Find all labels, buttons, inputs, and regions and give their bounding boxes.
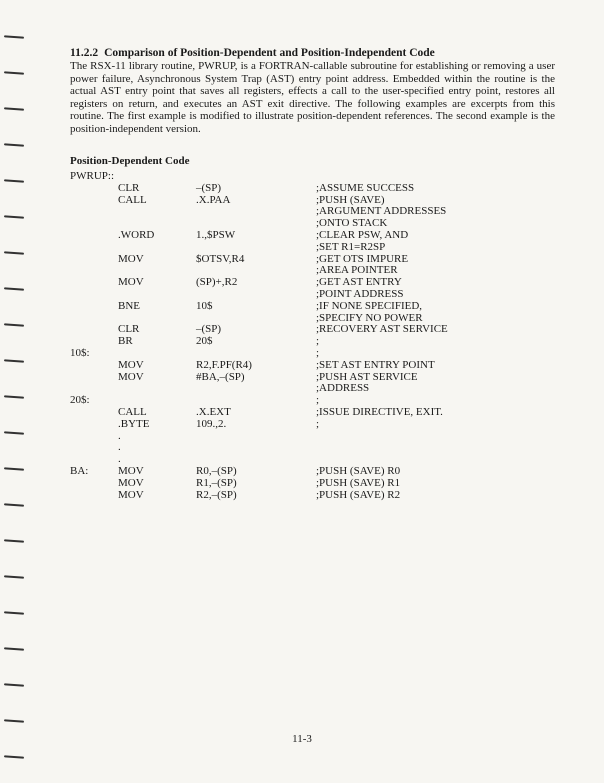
section-title: Comparison of Position-Dependent and Position-Independent Code	[104, 47, 435, 59]
binder-mark	[4, 215, 24, 218]
code-comment: ;GET AST ENTRY	[316, 276, 402, 289]
code-operand: R1,–(SP)	[196, 476, 237, 489]
code-operand: .X.PAA	[196, 193, 231, 206]
code-line	[70, 348, 560, 360]
code-operand: R2,F.PF(R4)	[196, 358, 252, 371]
code-opcode: MOV	[118, 358, 144, 371]
code-opcode: CLR	[118, 181, 140, 194]
binder-mark	[4, 323, 24, 326]
code-opcode: .WORD	[118, 228, 155, 241]
code-opcode: MOV	[118, 252, 144, 265]
binder-mark	[4, 431, 24, 434]
binder-mark	[4, 71, 24, 74]
code-line	[70, 324, 560, 336]
binder-mark	[4, 107, 24, 110]
binder-mark	[4, 611, 24, 614]
binder-mark	[4, 539, 24, 542]
code-comment: ;ONTO STACK	[316, 217, 388, 230]
binder-hole-marks	[0, 0, 30, 783]
code-comment: ;ADDRESS	[316, 382, 370, 395]
code-operand: 10$	[196, 299, 213, 312]
code-operand: 1.,$PSW	[196, 228, 236, 241]
intro-paragraph: The RSX-11 library routine, PWRUP, is a FORTRAN-callable subroutine for establishing or removing a user power failure, Asynchronous System Trap (AST) entry point address. Embedded within the routine is the actual AST entry point that saves all registers, effects a call to the user-specified entry point, restores all registers on return, and executes an AST exit directive. The following examples are excerpts from this routine. The first example is modified to illustrate position-dependent references. The second example is the position-independent version.	[70, 60, 555, 135]
code-opcode: BNE	[118, 299, 140, 312]
code-line	[70, 360, 560, 372]
code-subheading: Position-Dependent Code	[70, 154, 190, 167]
binder-mark	[4, 683, 24, 686]
code-comment: ;GET OTS IMPURE	[316, 252, 409, 265]
code-opcode: .	[118, 441, 121, 454]
code-opcode: BR	[118, 335, 133, 348]
code-line	[70, 183, 560, 195]
code-label: 10$:	[70, 346, 90, 359]
code-label: BA:	[70, 464, 89, 477]
binder-mark	[4, 359, 24, 362]
code-line	[70, 431, 560, 443]
code-comment: ;PUSH AST SERVICE	[316, 370, 418, 383]
code-line	[70, 466, 560, 478]
code-comment: ;SET R1=R2SP	[316, 240, 386, 253]
code-line	[70, 171, 560, 183]
binder-mark	[4, 395, 24, 398]
code-line	[70, 289, 560, 301]
code-line	[70, 419, 560, 431]
code-line	[70, 372, 560, 384]
code-label: 20$:	[70, 394, 90, 407]
binder-mark	[4, 143, 24, 146]
code-opcode: MOV	[118, 370, 144, 383]
code-opcode: MOV	[118, 476, 144, 489]
section-text	[70, 46, 555, 168]
code-line	[70, 407, 560, 419]
binder-mark	[4, 719, 24, 722]
code-opcode: CALL	[118, 193, 147, 206]
code-comment: ;PUSH (SAVE)	[316, 193, 385, 206]
code-opcode: CLR	[118, 323, 140, 336]
code-opcode: MOV	[118, 464, 144, 477]
code-comment: ;ARGUMENT ADDRESSES	[316, 205, 447, 218]
binder-mark	[4, 287, 24, 290]
code-operand: R0,–(SP)	[196, 464, 237, 477]
code-operand: #BA,–(SP)	[196, 370, 245, 383]
binder-mark	[4, 647, 24, 650]
code-opcode: .BYTE	[118, 417, 150, 430]
code-comment: ;AREA POINTER	[316, 264, 398, 277]
code-line	[70, 490, 560, 502]
code-operand: (SP)+,R2	[196, 276, 238, 289]
code-label: PWRUP::	[70, 170, 115, 182]
code-comment: ;IF NONE SPECIFIED,	[316, 299, 423, 312]
section-heading	[70, 46, 555, 60]
code-line	[70, 242, 560, 254]
code-operand: –(SP)	[196, 323, 222, 336]
binder-mark	[4, 755, 24, 758]
code-opcode: MOV	[118, 276, 144, 289]
code-operand: –(SP)	[196, 181, 222, 194]
code-opcode: .	[118, 453, 121, 466]
code-comment: ;	[316, 394, 320, 407]
code-line	[70, 383, 560, 395]
code-line	[70, 254, 560, 266]
code-operand: .X.EXT	[196, 405, 231, 418]
code-opcode: MOV	[118, 488, 144, 501]
code-comment: ;POINT ADDRESS	[316, 287, 404, 300]
binder-mark	[4, 503, 24, 506]
code-line	[70, 206, 560, 218]
code-line	[70, 301, 560, 313]
code-line	[70, 195, 560, 207]
code-operand: 109.,2.	[196, 417, 227, 430]
code-opcode: .	[118, 429, 121, 442]
code-comment: ;	[316, 417, 320, 430]
code-comment: ;CLEAR PSW, AND	[316, 228, 409, 241]
binder-mark	[4, 467, 24, 470]
section-number: 11.2.2	[70, 47, 99, 59]
code-operand: R2,–(SP)	[196, 488, 237, 501]
code-line	[70, 277, 560, 289]
code-comment: ;PUSH (SAVE) R1	[316, 476, 401, 489]
code-comment: ;ASSUME SUCCESS	[316, 181, 415, 194]
code-line	[70, 478, 560, 490]
page-number: 11-3	[292, 733, 312, 745]
code-comment: ;ISSUE DIRECTIVE, EXIT.	[316, 405, 443, 418]
code-operand: 20$	[196, 335, 213, 348]
binder-mark	[4, 251, 24, 254]
code-line	[70, 442, 560, 454]
code-comment: ;SPECIFY NO POWER	[316, 311, 423, 324]
code-comment: ;PUSH (SAVE) R2	[316, 488, 401, 501]
code-comment: ;PUSH (SAVE) R0	[316, 464, 401, 477]
code-line	[70, 230, 560, 242]
code-line	[70, 313, 560, 325]
binder-mark	[4, 179, 24, 182]
code-listing	[70, 171, 560, 501]
code-operand: $OTSV,R4	[196, 252, 245, 265]
binder-mark	[4, 575, 24, 578]
code-comment: ;SET AST ENTRY POINT	[316, 358, 435, 371]
code-line	[70, 336, 560, 348]
binder-mark	[4, 35, 24, 38]
code-comment: ;RECOVERY AST SERVICE	[316, 323, 448, 336]
code-comment: ;	[316, 346, 320, 359]
code-opcode: CALL	[118, 405, 147, 418]
code-comment: ;	[316, 335, 320, 348]
